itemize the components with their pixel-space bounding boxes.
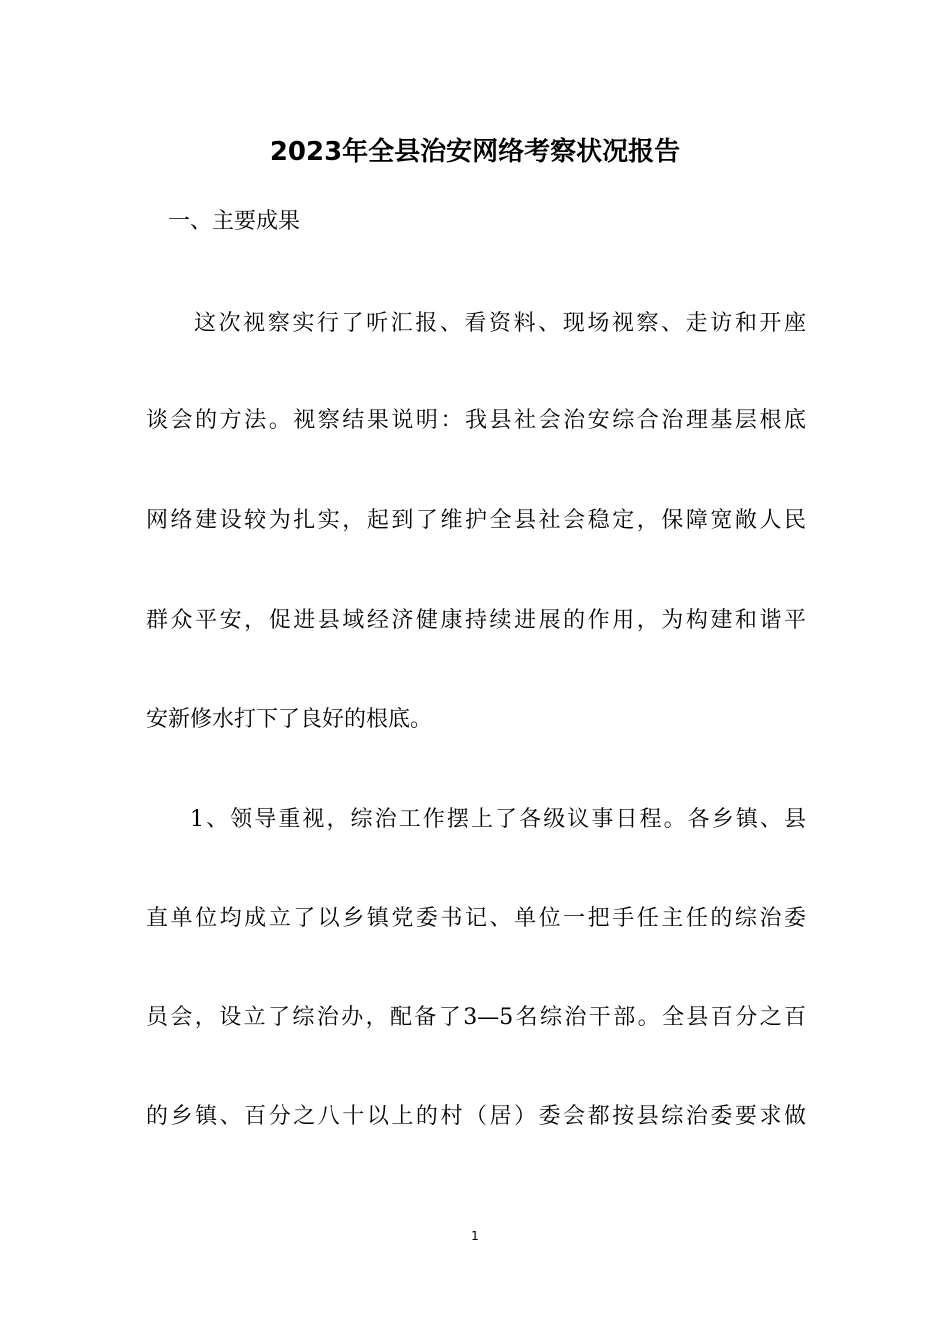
page-title: 2023年全县治安网络考察状况报告	[269, 137, 681, 167]
paragraph-line: 网络建设较为扎实，起到了维护全县社会稳定，保障宽敞人民	[146, 508, 806, 533]
paragraph-line: 安新修水打下了良好的根底。	[146, 707, 433, 732]
paragraph-line: 员会，设立了综治办，配备了3—5名综治干部。全县百分之百	[146, 1005, 806, 1030]
paragraph-line: 谈会的方法。视察结果说明：我县社会治安综合治理基层根底	[146, 408, 806, 433]
paragraph-line: 直单位均成立了以乡镇党委书记、单位一把手任主任的综治委	[146, 906, 806, 931]
paragraph-line: 群众平安，促进县域经济健康持续进展的作用，为构建和谐平	[146, 608, 806, 633]
paragraph-line: 这次视察实行了听汇报、看资料、现场视察、走访和开座	[194, 311, 806, 336]
paragraph-line: 1、领导重视，综治工作摆上了各级议事日程。各乡镇、县	[190, 807, 806, 832]
paragraph-line: 的乡镇、百分之八十以上的村（居）委会都按县综治委要求做	[146, 1104, 806, 1129]
section-heading: 一、主要成果	[168, 209, 301, 234]
page-number: 1	[471, 1229, 479, 1243]
